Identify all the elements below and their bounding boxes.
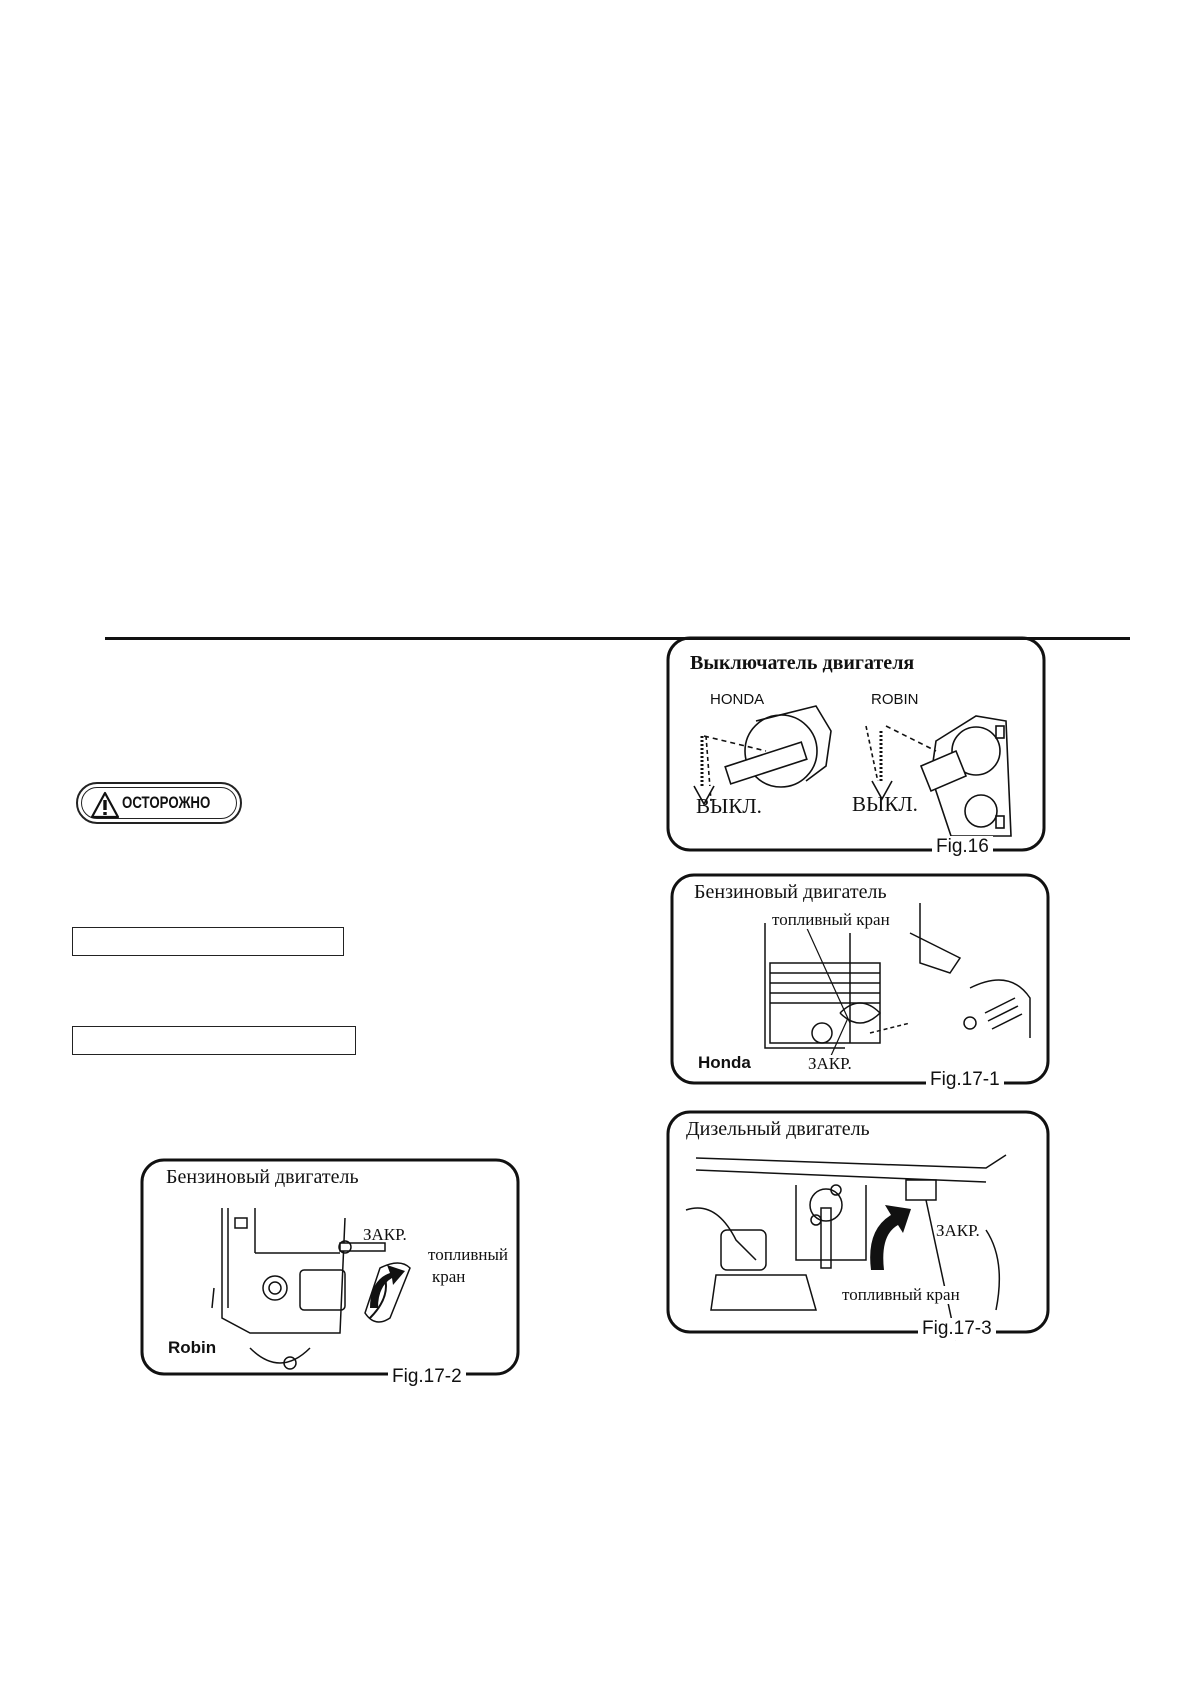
figure-number: Fig.17-2 (388, 1366, 466, 1388)
closed-label: ЗАКР. (363, 1225, 407, 1244)
caution-badge (76, 782, 242, 824)
figure-gasoline-honda (670, 873, 1050, 1093)
blank-field-1 (72, 927, 344, 956)
brand-label: Robin (168, 1338, 217, 1357)
closed-label: ЗАКР. (936, 1221, 980, 1240)
fuel-cock-label: топливный кран (772, 910, 890, 929)
figure-number: Fig.17-1 (926, 1069, 1004, 1091)
caution-label: ОСТОРОЖНО (122, 793, 211, 812)
figure-title: Бензиновый двигатель (694, 881, 887, 903)
brand-label-honda: HONDA (710, 691, 765, 708)
figure-gasoline-robin (140, 1158, 520, 1388)
warning-triangle-icon (90, 791, 120, 819)
off-label-honda: ВЫКЛ. (696, 794, 762, 818)
closed-label: ЗАКР. (808, 1054, 852, 1073)
figure-title: Выключатель двигателя (690, 652, 915, 674)
figure-title: Дизельный двигатель (686, 1118, 870, 1140)
figure-number: Fig.17-3 (918, 1318, 996, 1340)
figure-title: Бензиновый двигатель (166, 1166, 359, 1188)
fuel-cock-label: топливный кран (842, 1285, 960, 1304)
figure-diesel (666, 1110, 1050, 1342)
fuel-cock-label-line2: кран (432, 1267, 466, 1286)
blank-field-2 (72, 1026, 356, 1055)
figure-number: Fig.16 (932, 836, 993, 858)
brand-label-robin: ROBIN (871, 691, 919, 708)
diesel-fuel-cock-illustration (666, 1110, 1050, 1342)
figure-engine-switch (666, 636, 1046, 856)
brand-label: Honda (698, 1053, 751, 1072)
fuel-cock-label-line1: топливный (428, 1245, 509, 1264)
off-label-robin: ВЫКЛ. (852, 792, 918, 816)
